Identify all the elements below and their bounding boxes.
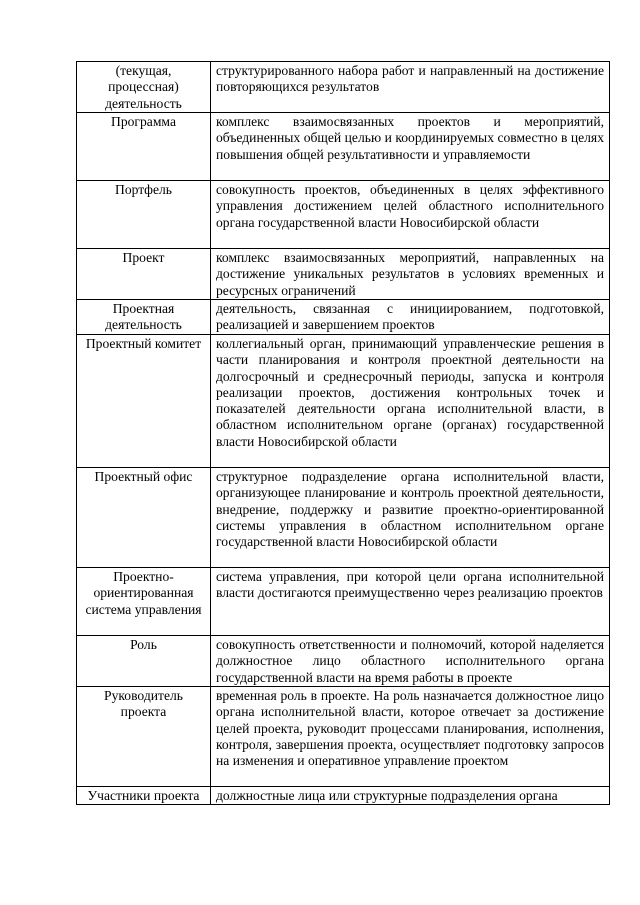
term-cell: Проектно-ориентированная система управления	[77, 568, 211, 636]
definition-cell: должностные лица или структурные подразделения органа	[211, 787, 610, 805]
table-row	[77, 787, 610, 805]
definition-cell: структурированного набора работ и направленный на достижение повторяющихся результатов	[211, 62, 610, 113]
definition-cell: комплекс взаимосвязанных проектов и мероприятий, объединенных общей целью и координируемых совместно в целях повышения общей результативности и управляемости	[211, 113, 610, 181]
table-row	[77, 468, 610, 568]
definition-cell: комплекс взаимосвязанных мероприятий, направленных на достижение уникальных результатов в условиях временных и ресурсных ограничений	[211, 249, 610, 300]
definition-cell: временная роль в проекте. На роль назначается должностное лицо органа исполнительной власти, которое отвечает за достижение целей проекта, руководит процессами планирования, исполнения, контроля, завершения проекта, осуществляет подготовку запросов на изменения и оперативное управление проектом	[211, 687, 610, 787]
table-row	[77, 113, 610, 181]
term-cell: Участники проекта	[77, 787, 211, 805]
term-cell: Проектный комитет	[77, 335, 211, 468]
definition-cell: совокупность проектов, объединенных в целях эффективного управления достижением целей областного исполнительного органа государственной власти Новосибирской области	[211, 181, 610, 249]
table-row	[77, 300, 610, 335]
table-row	[77, 249, 610, 300]
definition-cell: деятельность, связанная с инициированием, подготовкой, реализацией и завершением проектов	[211, 300, 610, 335]
term-cell: Портфель	[77, 181, 211, 249]
definition-cell: структурное подразделение органа исполнительной власти, организующее планирование и контроль проектной деятельности, внедрение, поддержку и развитие проектно-ориентированной системы управления в областном исполнительном органе государственной власти Новосибирской области	[211, 468, 610, 568]
table-row	[77, 181, 610, 249]
table-row	[77, 687, 610, 787]
term-cell: Проектная деятельность	[77, 300, 211, 335]
term-cell: Руководитель проекта	[77, 687, 211, 787]
term-cell: Проектный офис	[77, 468, 211, 568]
definition-cell: система управления, при которой цели органа исполнительной власти достигаются преимущественно через реализацию проектов	[211, 568, 610, 636]
glossary-table	[76, 61, 610, 805]
definition-cell: совокупность ответственности и полномочий, которой наделяется должностное лицо областного исполнительного органа государственной власти на время работы в проекте	[211, 636, 610, 687]
term-cell: (текущая, процессная) деятельность	[77, 62, 211, 113]
table-row	[77, 62, 610, 113]
table-row	[77, 568, 610, 636]
definition-cell: коллегиальный орган, принимающий управленческие решения в части планирования и контроля проектной деятельности на долгосрочный и среднесрочный периоды, запуска и контроля реализации проектов, достижения контрольных точек и показателей деятельности органа исполнительной власти, в областном исполнительном органе (органах) государственной власти Новосибирской области	[211, 335, 610, 468]
term-cell: Роль	[77, 636, 211, 687]
term-cell: Проект	[77, 249, 211, 300]
table-row	[77, 636, 610, 687]
table-row	[77, 335, 610, 468]
term-cell: Программа	[77, 113, 211, 181]
